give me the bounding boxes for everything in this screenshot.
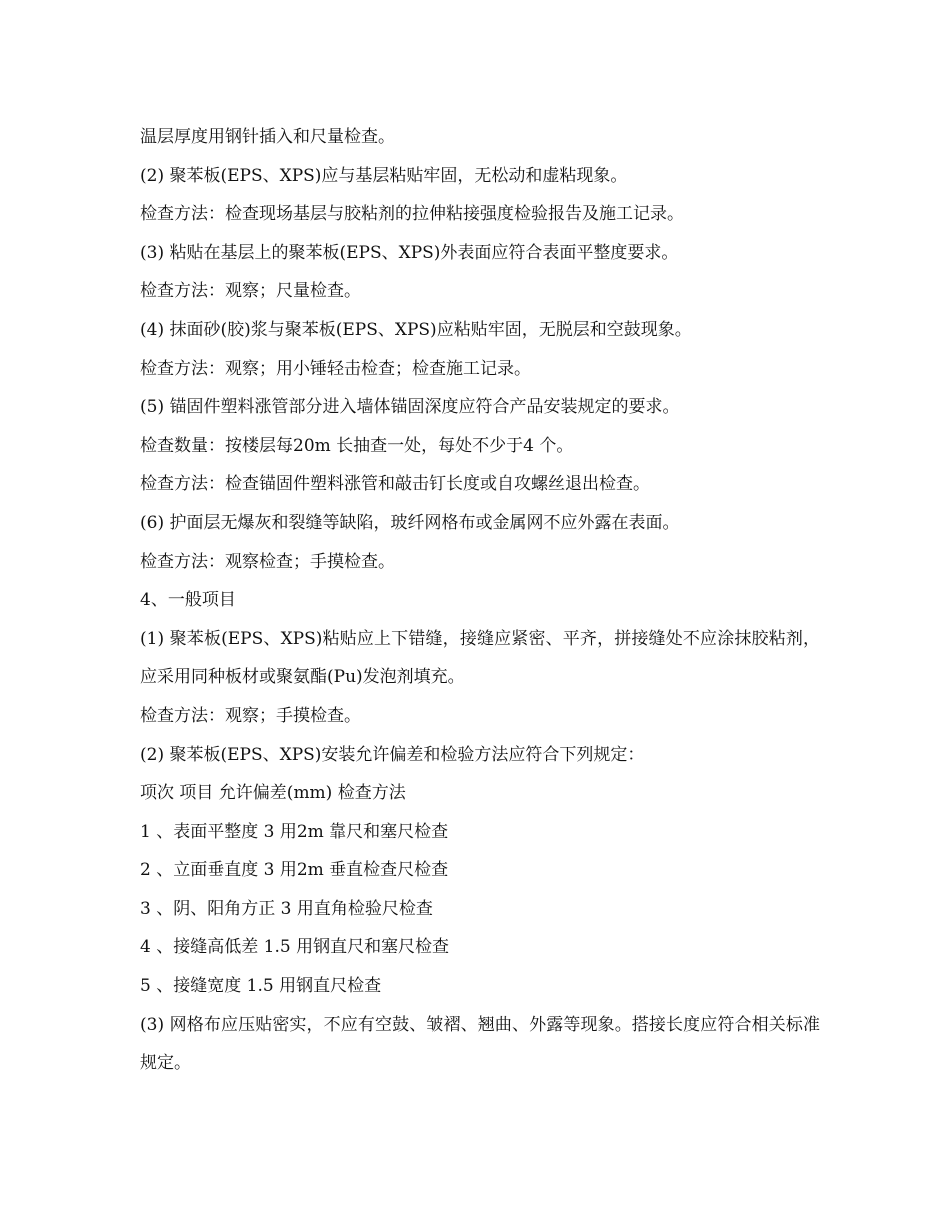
text-line: 检查方法：观察；尺量检查。 bbox=[140, 281, 361, 302]
document-body bbox=[140, 118, 820, 1083]
text-line: (5) 锚固件塑料涨管部分进入墙体锚固深度应符合产品安装规定的要求。 bbox=[140, 397, 680, 418]
text-line: 检查方法：检查现场基层与胶粘剂的拉伸粘接强度检验报告及施工记录。 bbox=[140, 204, 684, 225]
text-line: 检查方法：观察；手摸检查。 bbox=[140, 705, 361, 726]
text-paragraph: (3) 网格布应压贴密实，不应有空鼓、皱褶、翘曲、外露等现象。搭接长度应符合相关标准规定。 bbox=[140, 1014, 820, 1074]
text-line: 检查方法：观察；用小锤轻击检查；检查施工记录。 bbox=[140, 358, 531, 379]
text-paragraph: (1) 聚苯板(EPS、XPS)粘贴应上下错缝，接缝应紧密、平齐，拼接缝处不应涂抹胶粘剂，应采用同种板材或聚氨酯(Pu)发泡剂填充。 bbox=[140, 628, 820, 688]
table-row-line: 1 、表面平整度 3 用2m 靠尺和塞尺检查 bbox=[140, 821, 449, 842]
table-row-line: 2 、立面垂直度 3 用2m 垂直检查尺检查 bbox=[140, 860, 449, 881]
section-heading: 4、一般项目 bbox=[140, 590, 236, 611]
table-row-line: 3 、阴、阳角方正 3 用直角检验尺检查 bbox=[140, 898, 433, 919]
text-line: (2) 聚苯板(EPS、XPS)应与基层粘贴牢固，无松动和虚粘现象。 bbox=[140, 165, 628, 186]
text-line: (2) 聚苯板(EPS、XPS)安装允许偏差和检验方法应符合下列规定： bbox=[140, 744, 645, 765]
text-line: (6) 护面层无爆灰和裂缝等缺陷，玻纤网格布或金属网不应外露在表面。 bbox=[140, 512, 680, 533]
text-line: 检查方法：检查锚固件塑料涨管和敲击钉长度或自攻螺丝退出检查。 bbox=[140, 474, 650, 495]
table-row-line: 5 、接缝宽度 1.5 用钢直尺检查 bbox=[140, 976, 382, 997]
text-line: (4) 抹面砂(胶)浆与聚苯板(EPS、XPS)应粘贴牢固，无脱层和空鼓现象。 bbox=[140, 319, 692, 340]
table-row-line: 4 、接缝高低差 1.5 用钢直尺和塞尺检查 bbox=[140, 937, 450, 958]
text-line: 温层厚度用钢针插入和尺量检查。 bbox=[140, 127, 395, 147]
table-header-line: 项次 项目 允许偏差(mm) 检查方法 bbox=[140, 783, 406, 804]
text-line: (3) 粘贴在基层上的聚苯板(EPS、XPS)外表面应符合表面平整度要求。 bbox=[140, 242, 679, 263]
text-line: 检查数量：按楼层每20m 长抽查一处，每处不少于4 个。 bbox=[140, 435, 574, 456]
text-line: 检查方法：观察检查；手摸检查。 bbox=[140, 551, 395, 572]
